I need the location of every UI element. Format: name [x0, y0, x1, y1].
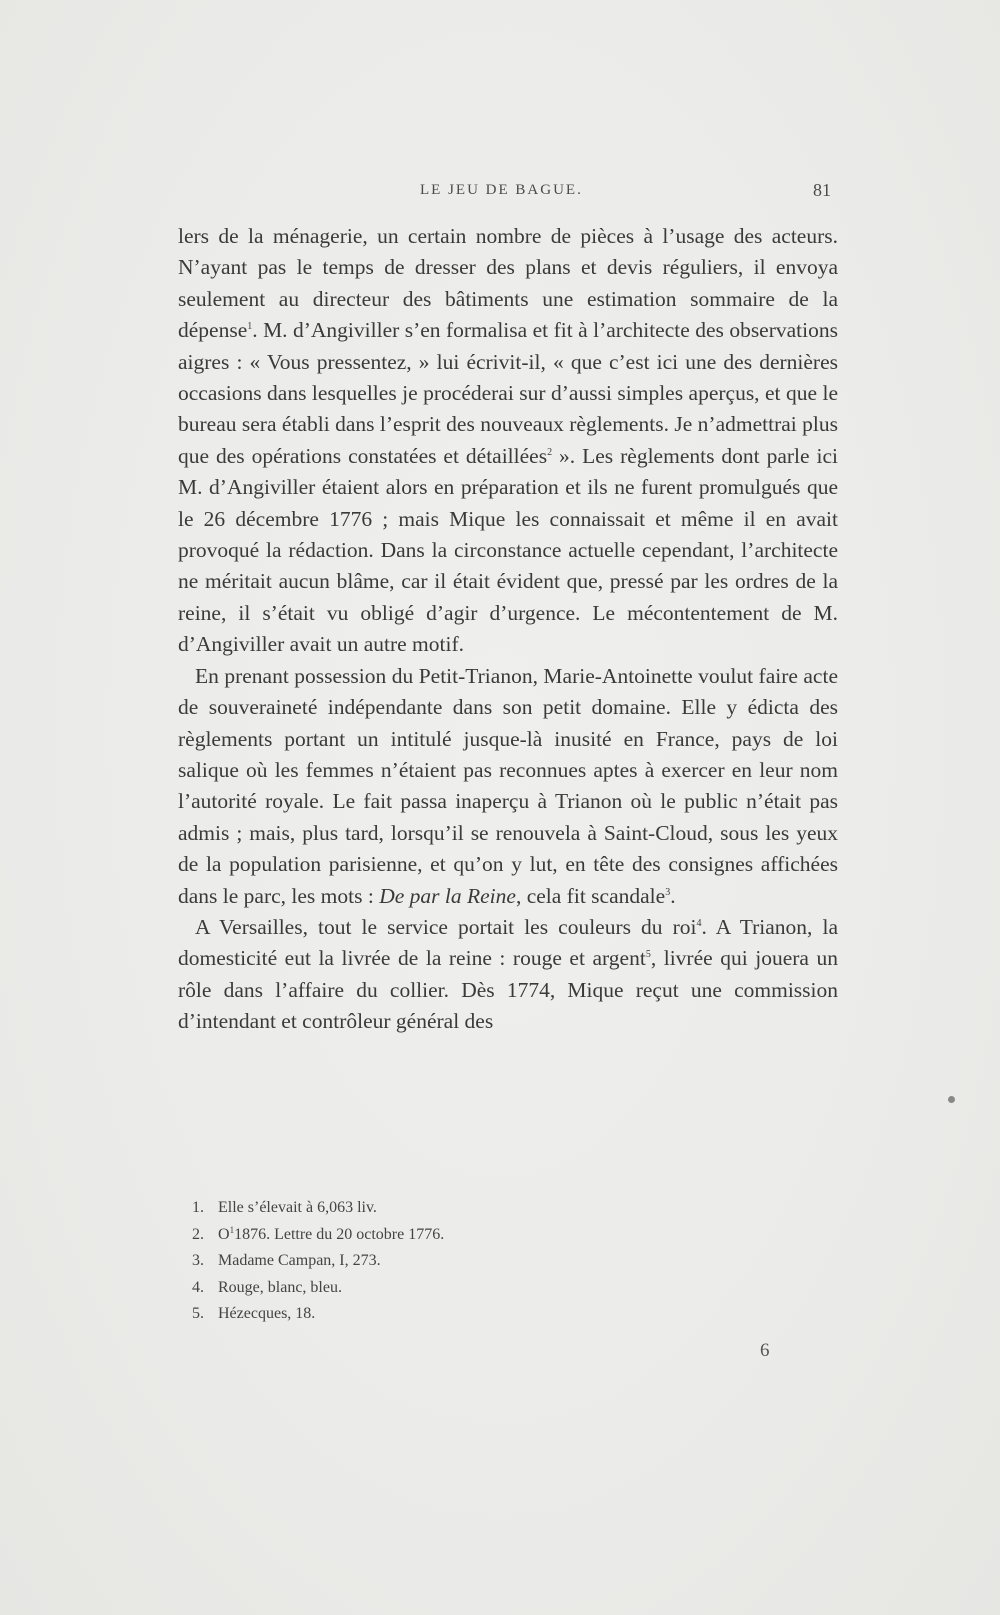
text-span: . A Trianon, la domesticité eut la livrée de la reine : rouge et argent [178, 914, 838, 971]
footnotes [192, 1195, 444, 1328]
text-span: lers de la ménagerie, un certain nombre de pièces à l’usage des acteurs. N’ayant pas le temps de dresser des plans et devis réguliers, il envoya seulement au directeur des bâtiments une estimation sommaire de la dépense [178, 224, 838, 343]
footnote-4 [192, 1275, 444, 1302]
text-span: . [670, 883, 676, 908]
footnote-ref-1: 1 [247, 321, 253, 333]
text-span: , livrée qui jouera un rôle dans l’affaire du collier. Dès 1774, Mique reçut une commission d’intendant et contrôleur général des [178, 946, 838, 1034]
text-span: A Versailles, tout le service portait les couleurs du roi [195, 914, 697, 939]
footnote-text: Hézecques, 18. [218, 1305, 316, 1322]
footnote-1 [192, 1195, 444, 1222]
text-span: ». Les règlements dont parle ici M. d’Angiviller étaient alors en préparation et ils ne furent promulgués que le 26 décembre 1776 ; mais Mique les connaissait et même il en avait provoqué la rédaction. Dans la circonstance actuelle cependant, l’architecte ne méritait aucun blâme, car il était évident que, pressé par les ordres de la reine, il s’était vu obligé d’agir d’urgence. Le mécontentement de M. d’Angiviller avait un autre motif. [178, 443, 838, 657]
footnote-text: Elle s’élevait à 6,063 liv. [218, 1199, 377, 1216]
ink-speck [948, 1096, 955, 1103]
paragraph-1 [178, 221, 838, 661]
footnote-number: 4. [192, 1278, 204, 1296]
paragraph-3 [178, 912, 838, 1038]
footnote-3 [192, 1248, 444, 1275]
footnote-ref-2: 2 [547, 446, 553, 458]
text-span: En prenant possession du Petit-Trianon, Marie-Antoinette voulut faire acte de souveraineté indépendante dans son petit domaine. Elle y édicta des règlements portant un intitulé jusque-là inusité en France, pays de loi salique où les femmes n’étaient pas reconnues aptes à exercer en leur nom l’autorité royale. Le fait passa inaperçu à Trianon où le public n’était pas admis ; mais, plus tard, lorsqu’il se renouvela à Saint-Cloud, sous les yeux de la population parisienne, et qu’on y lut, en tête des consignes affichées dans le parc, les mots : [178, 663, 838, 908]
footnote-5 [192, 1301, 444, 1328]
footnote-text: Madame Campan, I, 273. [218, 1252, 381, 1269]
footnote-number: 1. [192, 1199, 204, 1216]
footnote-ref-5: 5 [645, 949, 651, 961]
footnote-text: Rouge, blanc, bleu. [218, 1278, 342, 1296]
paragraph-2 [178, 661, 838, 912]
footnote-number: 3. [192, 1252, 204, 1269]
signature-mark: 6 [760, 1340, 770, 1361]
text-span: , cela fit scandale [515, 883, 666, 908]
footnote-2 [192, 1222, 444, 1249]
footnote-superscript: 1 [229, 1224, 235, 1235]
footnote-text: 1876. Lettre du 20 octobre 1776. [234, 1225, 445, 1243]
main-text [178, 221, 838, 1038]
italic-phrase: De par la Reine [379, 883, 516, 908]
footnote-number: 2. [192, 1225, 204, 1243]
footnote-number: 5. [192, 1305, 204, 1322]
text-span: . M. d’Angiviller s’en formalisa et fit à l’architecte des observations aigres : « Vous pressentez, » lui écrivit-il, « que c’est ici une des dernières occasions dans lesquelles je procéderai sur d’aussi simples aperçus, et que le bureau sera établi dans l’esprit des nouveaux règlements. Je n’admettrai plus que des opérations constatées et détaillées [178, 318, 838, 468]
footnote-prefix: O [218, 1225, 230, 1243]
footnote-ref-4: 4 [696, 917, 702, 929]
footnote-ref-3: 3 [665, 886, 671, 898]
running-title: LE JEU DE BAGUE. [420, 182, 583, 198]
page-number: 81 [813, 180, 831, 200]
